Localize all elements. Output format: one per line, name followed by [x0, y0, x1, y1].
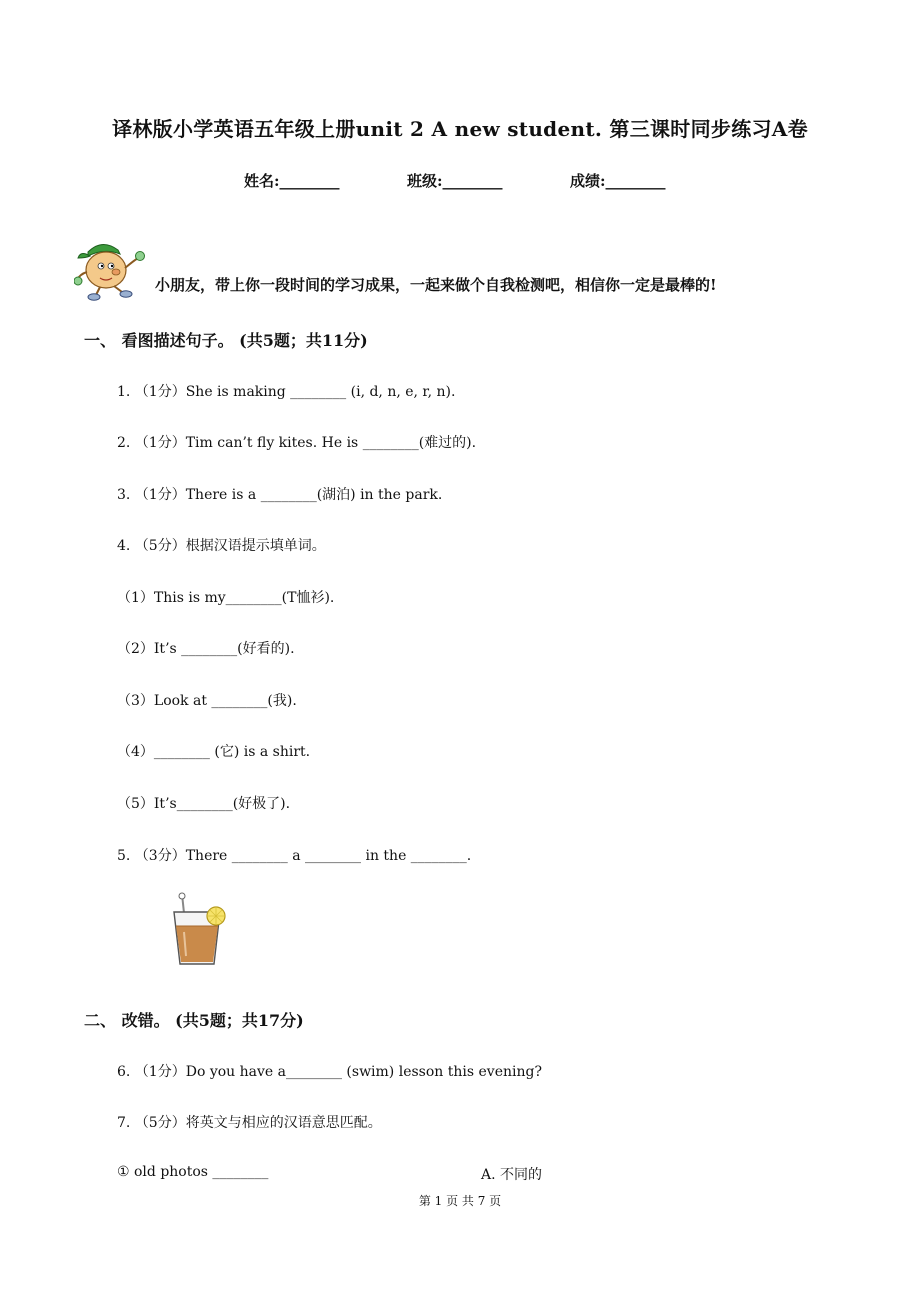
question-4-part-5: （5）It’s________(好极了). [117, 796, 291, 812]
section-1-heading: 一、 看图描述句子。 (共5题；共11分) [84, 331, 368, 350]
class-field-label: 班级:________ [407, 172, 503, 190]
document-title: 译林版小学英语五年级上册unit 2 A new student. 第三课时同步练习A卷 [112, 117, 808, 141]
score-field-label: 成绩:________ [570, 172, 666, 190]
question-5: 5. （3分）There ________ a ________ in the ________. [117, 848, 472, 864]
question-3: 3. （1分）There is a ________(湖泊) in the park. [117, 487, 443, 503]
question-1: 1. （1分）She is making ________ (i, d, n, e, r, n). [117, 384, 456, 400]
juice-glass-illustration [168, 892, 232, 968]
question-4: 4. （5分）根据汉语提示填单词。 [117, 538, 326, 554]
question-4-part-3: （3）Look at ________(我). [117, 693, 297, 709]
question-7-item-1: ① old photos ________ [117, 1164, 269, 1180]
mascot-illustration [74, 240, 154, 302]
question-7-option-a: A. 不同的 [481, 1167, 543, 1183]
question-4-part-2: （2）It’s ________(好看的). [117, 641, 295, 657]
question-7: 7. （5分）将英文与相应的汉语意思匹配。 [117, 1115, 382, 1131]
question-4-part-4: （4）________ (它) is a shirt. [117, 744, 311, 760]
page-footer: 第 1 页 共 7 页 [418, 1194, 502, 1208]
question-2: 2. （1分）Tim can’t fly kites. He is ________(难过的). [117, 435, 477, 451]
intro-text: 小朋友，带上你一段时间的学习成果，一起来做个自我检测吧，相信你一定是最棒的! [155, 276, 717, 294]
section-2-heading: 二、 改错。 (共5题；共17分) [84, 1011, 304, 1030]
name-field-label: 姓名:________ [244, 172, 340, 190]
question-6: 6. （1分）Do you have a________ (swim) lesson this evening? [117, 1064, 542, 1080]
question-4-part-1: （1）This is my________(T恤衫). [117, 590, 335, 606]
